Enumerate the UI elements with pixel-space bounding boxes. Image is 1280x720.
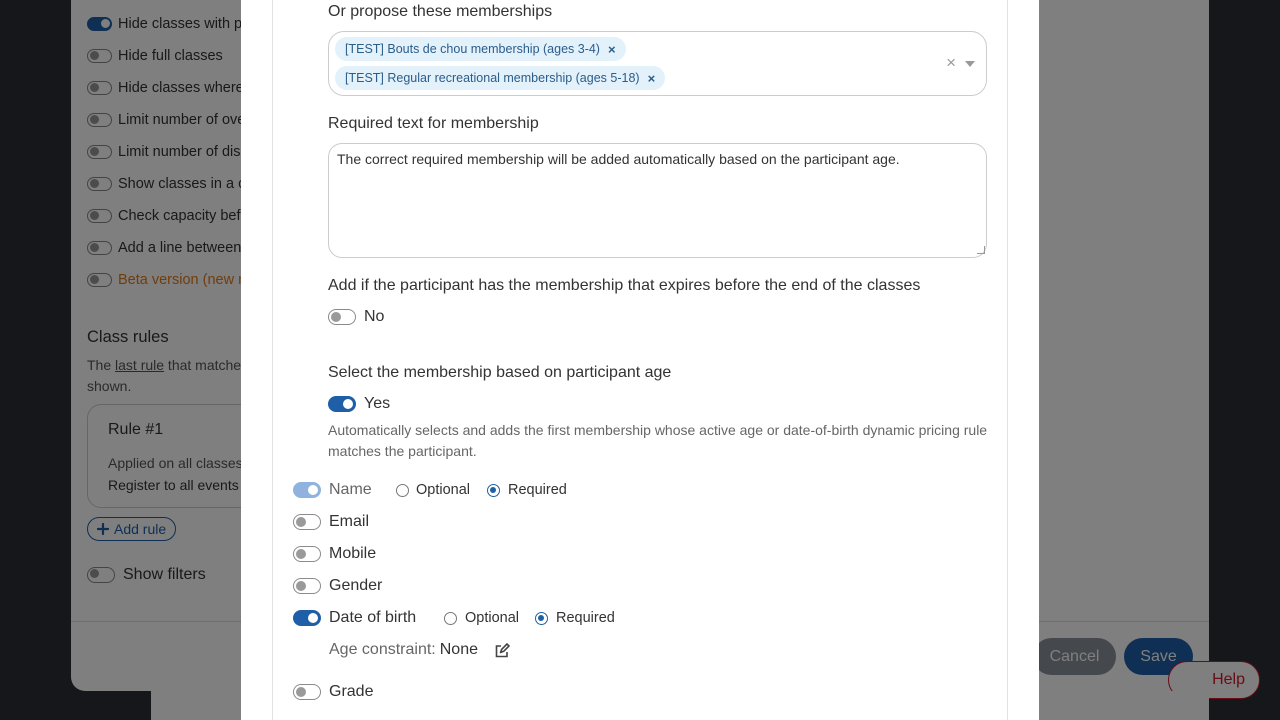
dob-field-toggle[interactable] [293,610,321,626]
name-required-radio[interactable] [487,484,500,497]
mobile-field-label: Mobile [329,545,377,562]
gender-field-label: Gender [329,577,383,594]
name-field-toggle [293,482,321,498]
chip-remove-icon[interactable]: × [607,41,616,57]
grade-field-toggle[interactable] [293,684,321,700]
dob-required-radio[interactable] [535,612,548,625]
expires-value: No [364,308,385,325]
select-by-age-value: Yes [364,395,391,412]
membership-chip [335,66,665,90]
membership-modal [241,0,1039,720]
membership-chip-label: [TEST] Bouts de chou membership (ages 3-4) [345,42,600,56]
memberships-multiselect[interactable] [328,31,987,96]
dob-field-label: Date of birth [329,609,417,626]
dob-optional-label[interactable]: Optional [465,610,520,626]
select-by-age-helper: Automatically selects and adds the first membership whose active age or date-of-birth dynamic pricing rule matches the participant. [328,422,988,459]
required-text-input[interactable] [328,143,987,258]
name-optional-radio[interactable] [396,484,409,497]
select-by-age-label: Select the membership based on participant age [328,364,672,381]
email-field-label: Email [329,513,370,530]
clear-all-icon[interactable]: × [946,53,956,72]
select-by-age-toggle[interactable] [328,396,356,412]
edit-icon[interactable] [494,643,510,659]
grade-field-label: Grade [329,683,374,700]
chip-remove-icon[interactable]: × [647,70,656,86]
mobile-field-toggle[interactable] [293,546,321,562]
resize-handle-icon[interactable] [977,246,985,254]
membership-chip-label: [TEST] Regular recreational membership (ages 5-18) [345,71,640,85]
required-text-label: Required text for membership [328,115,539,132]
membership-chip [335,37,626,61]
email-field-toggle[interactable] [293,514,321,530]
dob-required-label[interactable]: Required [556,610,615,626]
name-optional-label[interactable]: Optional [416,482,471,498]
expires-label: Add if the participant has the membership that expires before the end of the classes [328,277,921,294]
age-constraint-label: Age constraint: [329,641,436,658]
name-field-label: Name [329,481,372,498]
chevron-down-icon[interactable] [965,61,975,67]
propose-memberships-label: Or propose these memberships [328,3,553,20]
expires-toggle[interactable] [328,309,356,325]
age-constraint-value: None [439,641,478,658]
gender-field-toggle[interactable] [293,578,321,594]
dob-optional-radio[interactable] [444,612,457,625]
name-required-label[interactable]: Required [508,482,567,498]
age-constraint [329,641,478,659]
